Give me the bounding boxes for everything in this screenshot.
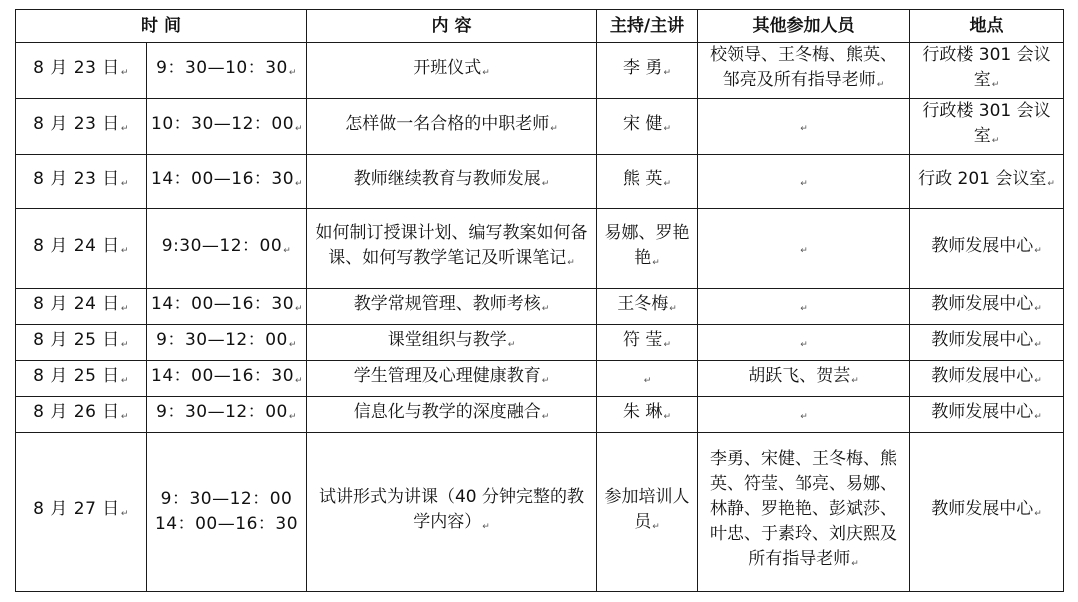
table-row <box>16 99 1064 155</box>
host-cell <box>597 361 698 397</box>
participants-cell <box>698 209 910 289</box>
header-row <box>16 10 1064 43</box>
schedule-table <box>15 9 1064 592</box>
time-cell <box>147 433 307 592</box>
table-row <box>16 209 1064 289</box>
participants-cell <box>698 397 910 433</box>
participants-cell <box>698 325 910 361</box>
participants-cell <box>698 289 910 325</box>
location-cell: 教师发展中心 ↵ <box>910 325 1064 361</box>
date-cell: 8 月 23 日 ↵ <box>16 155 147 209</box>
time-morning: 9：30—12：00 <box>160 489 293 509</box>
table-row <box>16 361 1064 397</box>
content-cell: 课堂组织与教学 ↵ <box>307 325 597 361</box>
header-location: 地点 <box>910 10 1064 43</box>
content-cell: 怎样做一名合格的中职老师 ↵ <box>307 99 597 155</box>
content-cell: 试讲形式为讲课（40 分钟完整的教学内容） ↵ <box>307 433 597 592</box>
host-cell: 宋 健 ↵ <box>597 99 698 155</box>
location-cell: 行政楼 301 会议室 ↵ <box>910 99 1064 155</box>
table-row <box>16 433 1064 592</box>
host-cell: 参加培训人员 ↵ <box>597 433 698 592</box>
time-cell: 10：30—12：00 ↵ <box>147 99 307 155</box>
content-cell: 开班仪式 ↵ <box>307 43 597 99</box>
location-cell: 行政楼 301 会议室 ↵ <box>910 43 1064 99</box>
time-cell: 9：30—12：00 ↵ <box>147 397 307 433</box>
host-cell: 熊 英 ↵ <box>597 155 698 209</box>
header-time: 时 间 <box>16 10 307 43</box>
location-cell: 教师发展中心 ↵ <box>910 289 1064 325</box>
time-cell: 14：00—16：30 ↵ <box>147 289 307 325</box>
table-row <box>16 289 1064 325</box>
location-cell: 行政 201 会议室 ↵ <box>910 155 1064 209</box>
date-cell: 8 月 24 日 ↵ <box>16 209 147 289</box>
date-cell: 8 月 24 日 ↵ <box>16 289 147 325</box>
table-row <box>16 43 1064 99</box>
host-cell: 符 莹 ↵ <box>597 325 698 361</box>
time-cell: 14：00—16：30 ↵ <box>147 361 307 397</box>
time-cell: 9：30—12：00 ↵ <box>147 325 307 361</box>
host-cell: 易娜、罗艳艳 ↵ <box>597 209 698 289</box>
content-cell: 教学常规管理、教师考核 ↵ <box>307 289 597 325</box>
host-cell: 朱 琳 ↵ <box>597 397 698 433</box>
participants-cell <box>698 155 910 209</box>
location-cell: 教师发展中心 ↵ <box>910 209 1064 289</box>
date-cell: 8 月 27 日 ↵ <box>16 433 147 592</box>
content-cell: 教师继续教育与教师发展 ↵ <box>307 155 597 209</box>
location-cell: 教师发展中心 ↵ <box>910 361 1064 397</box>
content-cell: 学生管理及心理健康教育 ↵ <box>307 361 597 397</box>
header-content: 内 容 <box>307 10 597 43</box>
time-cell: 9：30—10：30 ↵ <box>147 43 307 99</box>
participants-cell <box>698 99 910 155</box>
date-cell: 8 月 25 日 ↵ <box>16 361 147 397</box>
header-host: 主持/主讲 <box>597 10 698 43</box>
host-cell: 王冬梅 ↵ <box>597 289 698 325</box>
time-cell: 14：00—16：30 ↵ <box>147 155 307 209</box>
content-cell: 如何制订授课计划、编写教案如何备课、如何写教学笔记及听课笔记 ↵ <box>307 209 597 289</box>
date-cell: 8 月 23 日 ↵ <box>16 99 147 155</box>
table-row <box>16 155 1064 209</box>
date-cell: 8 月 23 日 ↵ <box>16 43 147 99</box>
participants-cell: 校领导、王冬梅、熊英、邹亮及所有指导老师 ↵ <box>698 43 910 99</box>
header-participants: 其他参加人员 <box>698 10 910 43</box>
location-cell: 教师发展中心 ↵ <box>910 397 1064 433</box>
table-row <box>16 325 1064 361</box>
date-cell: 8 月 26 日 ↵ <box>16 397 147 433</box>
host-cell: 李 勇 ↵ <box>597 43 698 99</box>
time-cell: 9:30—12：00 ↵ <box>147 209 307 289</box>
location-cell: 教师发展中心 ↵ <box>910 433 1064 592</box>
content-cell: 信息化与教学的深度融合 ↵ <box>307 397 597 433</box>
table-row <box>16 397 1064 433</box>
participants-cell: 胡跃飞、贺芸 ↵ <box>698 361 910 397</box>
time-afternoon: 14：00—16：30 <box>154 514 299 534</box>
date-cell: 8 月 25 日 ↵ <box>16 325 147 361</box>
participants-cell: 李勇、宋健、王冬梅、熊英、符莹、邹亮、易娜、林静、罗艳艳、彭斌莎、叶忠、于素玲、刘庆熙及所有指导老师 ↵ <box>698 433 910 592</box>
